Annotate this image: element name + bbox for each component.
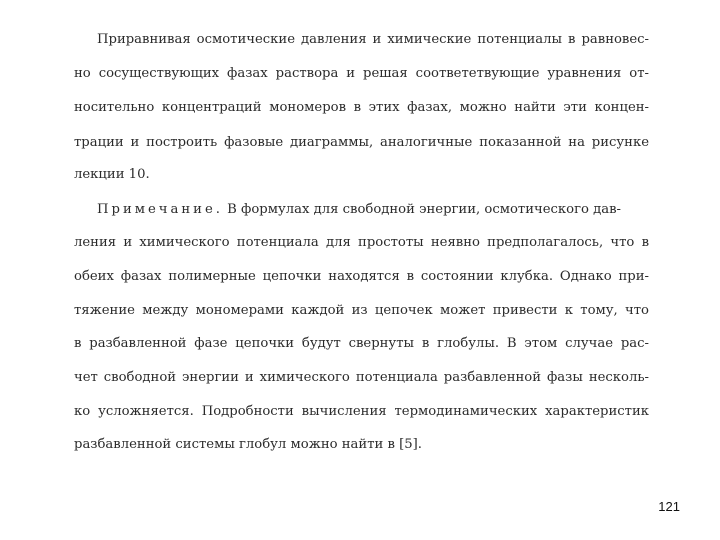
paragraph-2-line-6: чет свободной энергии и химического потенциала разбавленной фазы несколь- [74, 370, 649, 385]
paragraph-1-line-4: трации и построить фазовые диаграммы, аналогичные показанной на рисунке [74, 135, 649, 150]
paragraph-2-line-5: в разбавленной фазе цепочки будут свернуты в глобулы. В этом случае рас- [74, 336, 649, 351]
note-lead-text: В формулах для свободной энергии, осмотического дав- [227, 202, 621, 217]
paragraph-1-line-1: Приравнивая осмотические давления и химические потенциалы в равновес- [97, 32, 649, 47]
paragraph-1-line-5: лекции 10. [74, 167, 150, 182]
paragraph-2-line-8: разбавленной системы глобул можно найти в [5]. [74, 437, 422, 452]
paragraph-2-line-2: ления и химического потенциала для простоты неявно предполагалось, что в [74, 235, 649, 250]
paragraph-1-line-3: носительно концентраций мономеров в этих фазах, можно найти эти концен- [74, 100, 649, 115]
paragraph-2-line-3: обеих фазах полимерные цепочки находятся в состоянии клубка. Однако при- [74, 269, 649, 284]
page-number: 121 [658, 499, 680, 514]
note-lead: Примечание. [97, 202, 223, 217]
paragraph-2-line-1 [97, 201, 649, 219]
paragraph-1-line-2: но сосуществующих фазах раствора и решая соответетвующие уравнения от- [74, 66, 649, 81]
paragraph-2-line-7: ко усложняется. Подробности вычисления термодинамических характеристик [74, 404, 649, 419]
paragraph-2-line-4: тяжение между мономерами каждой из цепочек может привести к тому, что [74, 303, 649, 318]
